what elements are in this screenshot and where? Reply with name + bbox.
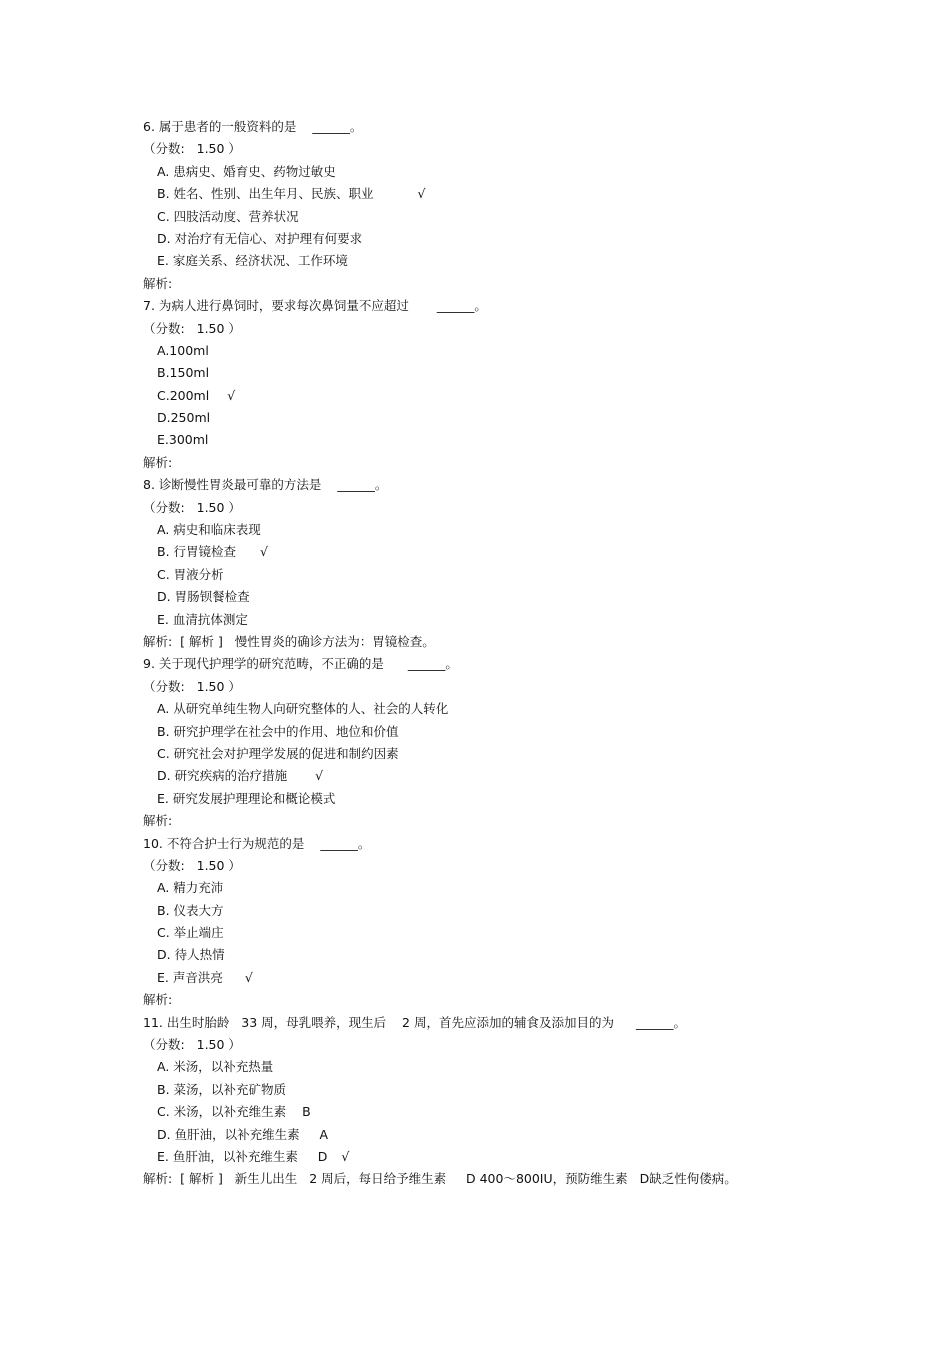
correct-mark: √ — [315, 768, 324, 784]
question-10 — [143, 833, 843, 1012]
question-7 — [143, 295, 843, 474]
analysis-line: 解析: [ 解析 ] 新生儿出生 2 周后，每日给予维生素 D 400～800IU，预防维生素 D缺乏性佝偻病。 — [143, 1171, 737, 1187]
question-text: 10. 不符合护士行为规范的是 — [143, 835, 305, 851]
score-line: （分数: 1.50 ） — [143, 320, 241, 336]
option-a — [143, 161, 843, 183]
question-list — [143, 116, 843, 1191]
option-b — [143, 362, 843, 384]
question-title-line — [143, 653, 843, 675]
answer-blank: ______。 — [337, 477, 388, 493]
correct-mark: √ — [227, 387, 236, 403]
option-b — [143, 900, 843, 922]
analysis-line: 解析: — [143, 813, 173, 829]
question-11 — [143, 1012, 843, 1191]
option-d — [143, 407, 843, 429]
option-text: B. 仪表大方 — [157, 902, 224, 918]
option-e — [143, 788, 843, 810]
question-title-line — [143, 295, 843, 317]
option-text: A. 精力充沛 — [157, 880, 224, 896]
option-b — [143, 541, 843, 563]
answer-blank: ______。 — [407, 656, 458, 672]
analysis-line: 解析: — [143, 275, 173, 291]
score-line: （分数: 1.50 ） — [143, 857, 241, 873]
option-e — [143, 250, 843, 272]
question-text: 7. 为病人进行鼻饲时，要求每次鼻饲量不应超过 — [143, 298, 409, 314]
option-text: C. 四肢活动度、营养状况 — [157, 208, 299, 224]
question-9 — [143, 653, 843, 832]
question-title-line — [143, 474, 843, 496]
option-c — [143, 385, 843, 407]
option-text: C. 胃液分析 — [157, 566, 224, 582]
option-text: A.100ml — [157, 342, 209, 358]
question-6 — [143, 116, 843, 295]
answer-blank: ______。 — [436, 298, 487, 314]
option-text: D. 胃肠钡餐检查 — [157, 589, 250, 605]
option-b — [143, 1079, 843, 1101]
option-text: E. 家庭关系、经济状况、工作环境 — [157, 253, 348, 269]
option-c — [143, 1101, 843, 1123]
answer-blank: ______。 — [320, 835, 371, 851]
correct-mark: √ — [244, 969, 253, 985]
answer-blank: ______。 — [635, 1014, 686, 1030]
answer-blank: ______。 — [312, 119, 363, 134]
option-text: E. 研究发展护理理论和概论模式 — [157, 790, 336, 806]
analysis-line: 解析: [ 解析 ] 慢性胃炎的确诊方法为：胃镜检查。 — [143, 633, 435, 649]
option-c — [143, 206, 843, 228]
score-line: （分数: 1.50 ） — [143, 678, 241, 694]
option-text: D. 研究疾病的治疗措施 — [157, 768, 288, 784]
option-text: C. 研究社会对护理学发展的促进和制约因素 — [157, 745, 399, 761]
option-text: A. 从研究单纯生物人向研究整体的人、社会的人转化 — [157, 701, 449, 717]
question-title-line — [143, 833, 843, 855]
option-e — [143, 609, 843, 631]
option-text: A. 患病史、婚育史、药物过敏史 — [157, 163, 336, 179]
option-d — [143, 586, 843, 608]
option-text: D. 待人热情 — [157, 947, 225, 963]
correct-mark: √ — [417, 186, 426, 202]
option-e — [143, 1146, 843, 1168]
option-text: E. 声音洪亮 — [157, 969, 223, 985]
score-line: （分数: 1.50 ） — [143, 1037, 241, 1053]
option-text: A. 病史和临床表现 — [157, 522, 261, 538]
option-text: B. 研究护理学在社会中的作用、地位和价值 — [157, 723, 399, 739]
option-a — [143, 519, 843, 541]
option-e — [143, 429, 843, 451]
analysis-line: 解析: — [143, 454, 173, 470]
option-text: C.200ml — [157, 387, 210, 403]
option-a — [143, 877, 843, 899]
option-text: B. 菜汤，以补充矿物质 — [157, 1081, 287, 1097]
question-title-line — [143, 1012, 843, 1034]
correct-mark: √ — [341, 1148, 350, 1164]
option-text: C. 米汤，以补充维生素 B — [157, 1104, 311, 1120]
option-c — [143, 743, 843, 765]
option-c — [143, 922, 843, 944]
option-text: E. 鱼肝油，以补充维生素 D — [157, 1148, 328, 1164]
option-a — [143, 1056, 843, 1078]
option-text: E.300ml — [157, 432, 209, 448]
option-text: C. 举止端庄 — [157, 925, 224, 941]
question-8 — [143, 474, 843, 653]
option-d — [143, 1124, 843, 1146]
option-a — [143, 698, 843, 720]
option-c — [143, 564, 843, 586]
option-d — [143, 228, 843, 250]
option-d — [143, 944, 843, 966]
option-text: B.150ml — [157, 365, 210, 381]
question-text: 11. 出生时胎龄 33 周，母乳喂养，现生后 2 周，首先应添加的辅食及添加目的为 — [143, 1014, 614, 1030]
option-text: B. 行胃镜检查 — [157, 544, 237, 560]
option-a — [143, 340, 843, 362]
option-text: A. 米汤，以补充热量 — [157, 1059, 274, 1075]
analysis-line: 解析: — [143, 992, 173, 1008]
option-e — [143, 967, 843, 989]
option-d — [143, 765, 843, 787]
correct-mark: √ — [260, 544, 268, 560]
option-text: B. 姓名、性别、出生年月、民族、职业 — [157, 186, 374, 202]
question-text: 9. 关于现代护理学的研究范畴，不正确的是 — [143, 656, 384, 672]
option-b — [143, 721, 843, 743]
option-text: D. 鱼肝油，以补充维生素 A — [157, 1126, 328, 1142]
question-text: 8. 诊断慢性胃炎最可靠的方法是 — [143, 477, 322, 493]
option-text: D. 对治疗有无信心、对护理有何要求 — [157, 230, 363, 246]
question-text: 6. 属于患者的一般资料的是 — [143, 119, 297, 134]
option-text: D.250ml — [157, 410, 211, 426]
option-b — [143, 183, 843, 205]
question-title-line — [143, 116, 843, 138]
score-line: （分数: 1.50 ） — [143, 141, 241, 157]
option-text: E. 血清抗体测定 — [157, 611, 248, 627]
score-line: （分数: 1.50 ） — [143, 499, 241, 515]
